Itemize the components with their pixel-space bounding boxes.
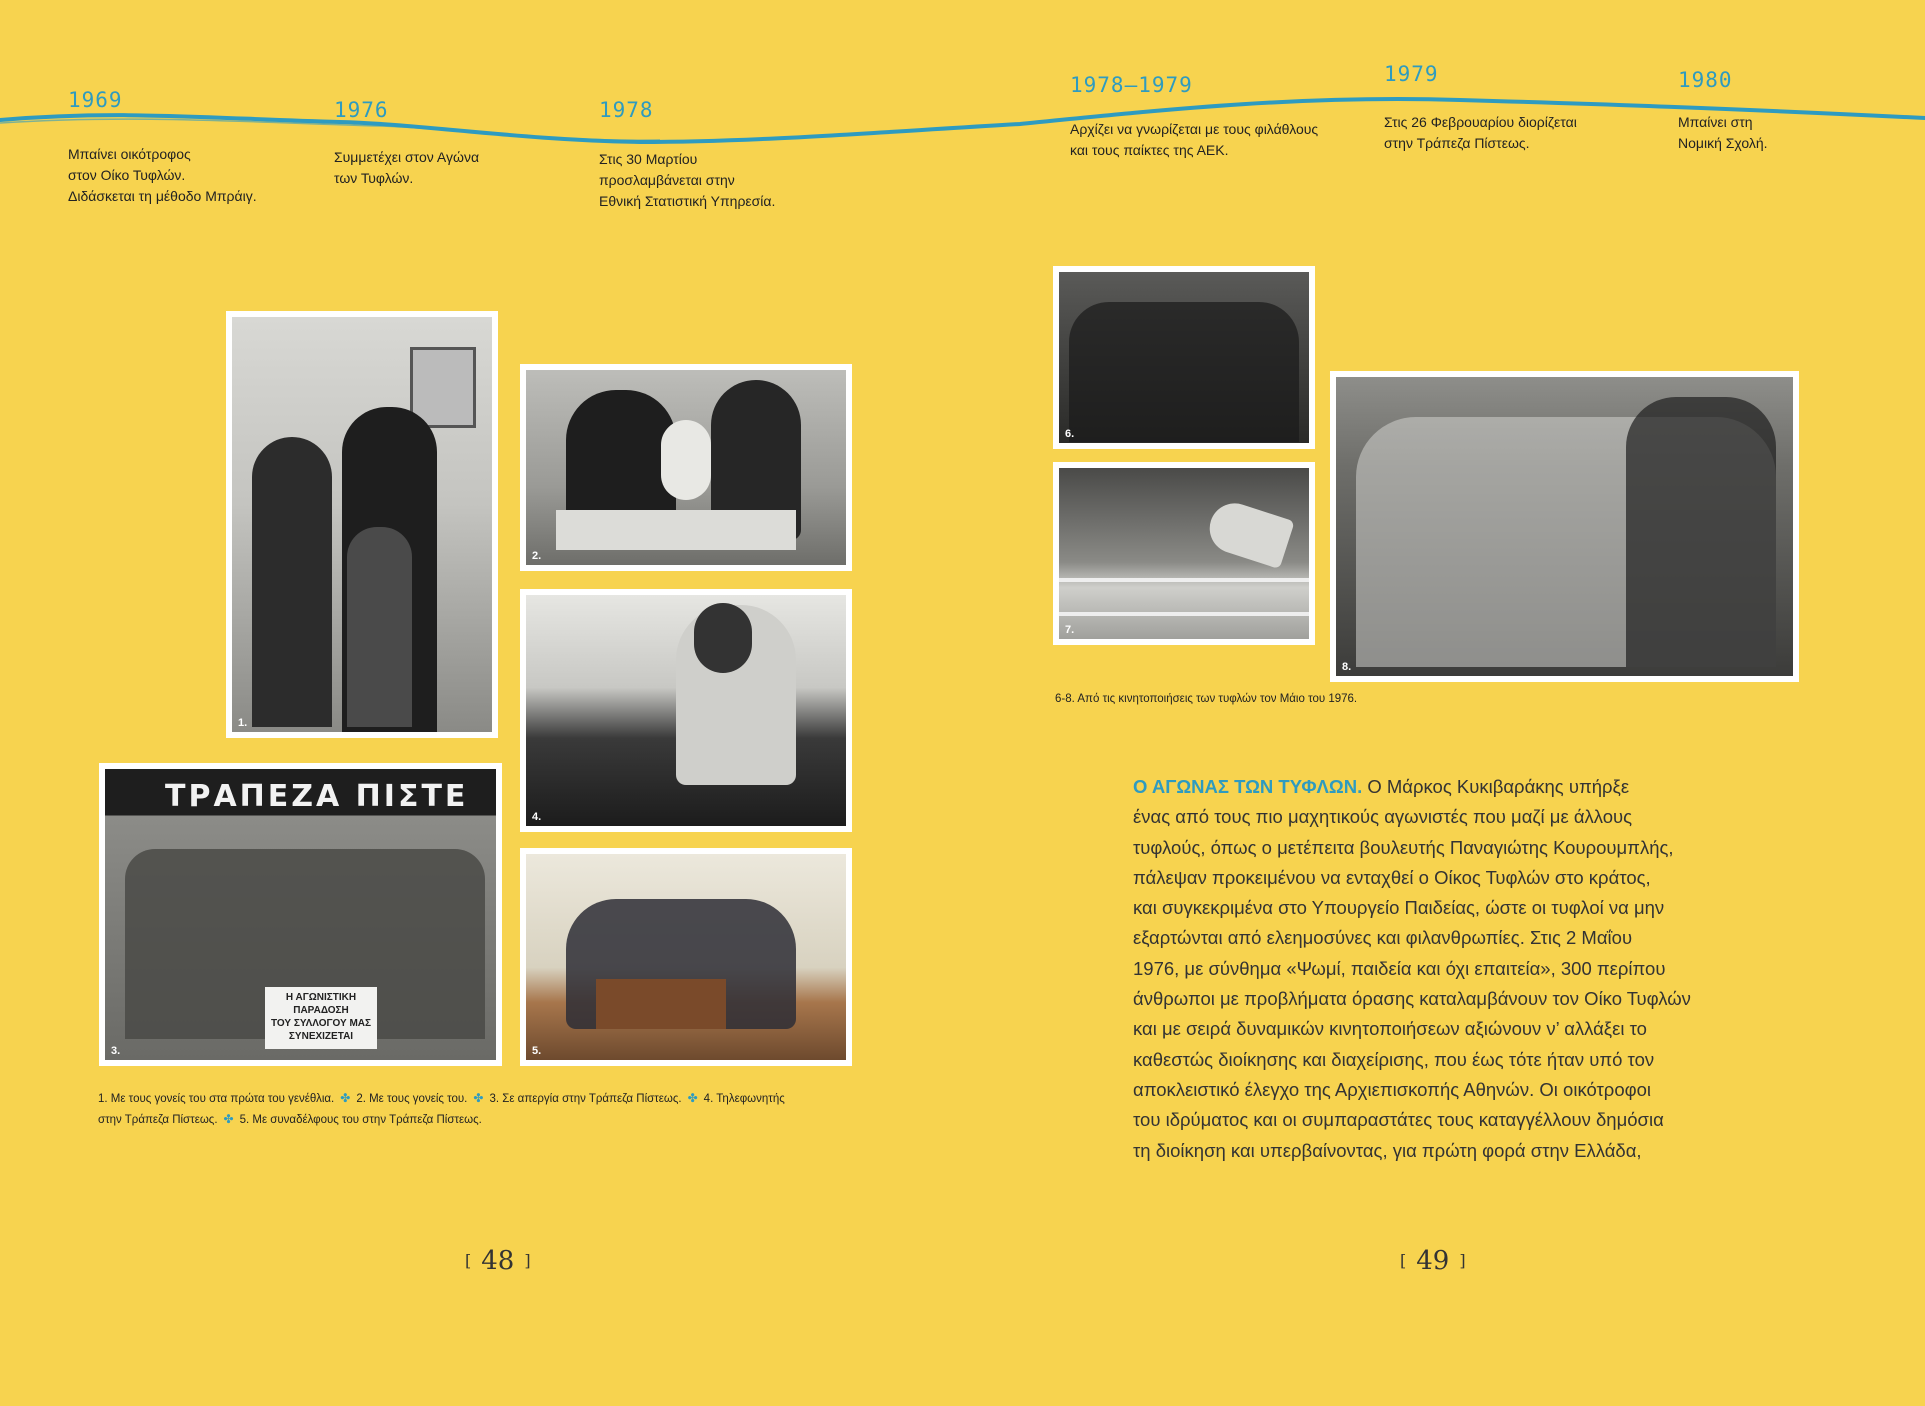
banner-line: ΣΥΝΕΧΙΖΕΤΑΙ	[288, 1031, 354, 1042]
timeline-year: 1980	[1678, 68, 1733, 92]
timeline-text-line: Μπαίνει οικότροφος	[68, 146, 191, 162]
timeline-text-line: Στις 26 Φεβρουαρίου διορίζεται	[1384, 114, 1577, 130]
timeline-entry-1980	[1678, 68, 1878, 154]
timeline-text-line: Μπαίνει στη	[1678, 114, 1753, 130]
photo-1	[226, 311, 498, 738]
bracket-open: [	[465, 1251, 472, 1270]
caption-right: 6-8. Από τις κινητοποιήσεις των τυφλών τον Μάιο του 1976.	[1055, 693, 1358, 705]
photo-number: 3.	[111, 1045, 121, 1057]
photo-7	[1053, 462, 1315, 645]
caption-left	[98, 1088, 858, 1130]
article-line: άνθρωποι με προβλήματα όρασης καταλαμβάνουν τον Οίκο Τυφλών	[1133, 988, 1691, 1010]
photo-8	[1330, 371, 1799, 682]
caption-4b: στην Τράπεζα Πίστεως.	[98, 1114, 218, 1126]
bullet-icon: ✤	[687, 1091, 698, 1105]
article-line: καθεστώς διοίκησης και διαχείρισης, που έως τότε ήταν υπό τον	[1133, 1048, 1655, 1070]
photo-5	[520, 848, 852, 1066]
bracket-open: [	[1400, 1251, 1407, 1270]
timeline-text-line: Διδάσκεται τη μέθοδο Μπράιγ.	[68, 188, 257, 204]
strike-banner	[265, 987, 377, 1049]
police-officers	[1626, 397, 1776, 667]
table	[556, 510, 796, 550]
caption-3: 3. Σε απεργία στην Τράπεζα Πίστεως.	[489, 1093, 682, 1105]
caption-5: 5. Με συναδέλφους του στην Τράπεζα Πίστεως.	[239, 1114, 482, 1126]
bullet-icon: ✤	[340, 1091, 351, 1105]
caption-1: 1. Με τους γονείς του στα πρώτα του γενέθλια.	[98, 1093, 335, 1105]
photo-2	[520, 364, 852, 571]
timeline-entry-1979	[1384, 62, 1624, 154]
photo-number: 4.	[532, 811, 542, 823]
article-line: του ιδρύματος και οι συμπαραστάτες τους καταγγέλλουν δημόσια	[1133, 1109, 1664, 1131]
banner-line: Η ΑΓΩΝΙΣΤΙΚΗ	[285, 992, 357, 1003]
caption-4a: 4. Τηλεφωνητής	[703, 1093, 785, 1105]
photo-number: 1.	[238, 717, 248, 729]
timeline-text-line: Εθνική Στατιστική Υπηρεσία.	[599, 193, 776, 209]
timeline-entry-1969	[68, 88, 308, 207]
article-line: ένας από τους πιο μαχητικούς αγωνιστές που μαζί με άλλους	[1133, 806, 1633, 828]
desk	[596, 979, 726, 1029]
article-heading: Ο ΑΓΩΝΑΣ ΤΩΝ ΤΥΦΛΩΝ.	[1133, 776, 1363, 797]
article-line: 1976, με σύνθημα «Ψωμί, παιδεία και όχι επαιτεία», 300 περίπου	[1133, 957, 1666, 979]
timeline-text-line: στον Οίκο Τυφλών.	[68, 167, 186, 183]
article-first-line	[1133, 772, 1733, 802]
crowd	[1069, 302, 1299, 442]
photo-4	[520, 589, 852, 832]
timeline-text-line: Αρχίζει να γνωρίζεται με τους φιλάθλους	[1070, 121, 1319, 137]
banner-line: ΠΑΡΑΔΟΣΗ	[293, 1005, 349, 1016]
figure-head	[694, 603, 752, 673]
photo-3	[99, 763, 502, 1066]
figure-baby	[661, 420, 711, 500]
timeline-year: 1969	[68, 88, 123, 112]
article-line: και με σειρά δυναμικών κινητοποιήσεων αξιώνουν ν’ αλλάξει το	[1133, 1018, 1647, 1040]
bullet-icon: ✤	[223, 1112, 234, 1126]
article-line: πάλεψαν προκειμένου να ενταχθεί ο Οίκος Τυφλών στο κράτος,	[1133, 866, 1651, 888]
caption-2: 2. Με τους γονείς του.	[356, 1093, 468, 1105]
timeline-text-line: προσλαμβάνεται στην	[599, 172, 735, 188]
article-text: Ο Μάρκος Κυκιβαράκης υπήρξε	[1362, 776, 1630, 797]
article-line: αποκλειστικό έλεγχο της Αρχιεπισκοπής Αθηνών. Οι οικότροφοι	[1133, 1078, 1652, 1100]
timeline-year: 1978	[599, 98, 654, 122]
page-number-right	[1390, 1246, 1476, 1276]
timeline-text-line: Στις 30 Μαρτίου	[599, 151, 698, 167]
timeline-text-line: Συμμετέχει στον Αγώνα	[334, 149, 480, 165]
timeline-entry-1976	[334, 98, 534, 189]
megaphone	[1203, 497, 1295, 569]
bank-sign: ΤΡΑΠΕΖΑ ΠΙΣΤΕ	[165, 779, 469, 814]
photo-number: 6.	[1065, 428, 1075, 440]
figure-woman	[252, 437, 332, 727]
photo-6	[1053, 266, 1315, 449]
railing	[1059, 578, 1309, 616]
photo-number: 2.	[532, 550, 542, 562]
photo-number: 5.	[532, 1045, 542, 1057]
timeline-year: 1978–1979	[1070, 73, 1193, 97]
timeline-entry-1978-1979	[1070, 73, 1370, 161]
article-line: τη διοίκηση και υπερβαίνοντας, για πρώτη φορά στην Ελλάδα,	[1133, 1139, 1642, 1161]
article-body	[1133, 772, 1733, 1166]
photo-number: 7.	[1065, 624, 1075, 636]
article-line: εξαρτώνται από ελεημοσύνες και φιλανθρωπίες. Στις 2 Μαΐου	[1133, 927, 1633, 949]
figure-boy	[347, 527, 412, 727]
article-line: και συγκεκριμένα στο Υπουργείο Παιδείας, ώστε οι τυφλοί να μην	[1133, 897, 1665, 919]
bracket-close: ]	[1459, 1251, 1466, 1270]
article-line: τυφλούς, όπως ο μετέπειτα βουλευτής Παναγιώτης Κουρουμπλής,	[1133, 836, 1674, 858]
bracket-close: ]	[524, 1251, 531, 1270]
page-number: 48	[481, 1246, 515, 1276]
timeline-text-line: των Τυφλών.	[334, 170, 414, 186]
timeline-entry-1978	[599, 98, 829, 212]
timeline-text-line: στην Τράπεζα Πίστεως.	[1384, 135, 1530, 151]
banner-line: ΤΟΥ ΣΥΛΛΟΓΟΥ ΜΑΣ	[271, 1018, 371, 1029]
page-number: 49	[1416, 1246, 1450, 1276]
timeline-year: 1979	[1384, 62, 1439, 86]
page-number-left	[455, 1246, 541, 1276]
bullet-icon: ✤	[473, 1091, 484, 1105]
timeline-text-line: και τους παίκτες της ΑΕΚ.	[1070, 142, 1229, 158]
photo-number: 8.	[1342, 661, 1352, 673]
timeline-text-line: Νομική Σχολή.	[1678, 135, 1768, 151]
timeline-year: 1976	[334, 98, 389, 122]
